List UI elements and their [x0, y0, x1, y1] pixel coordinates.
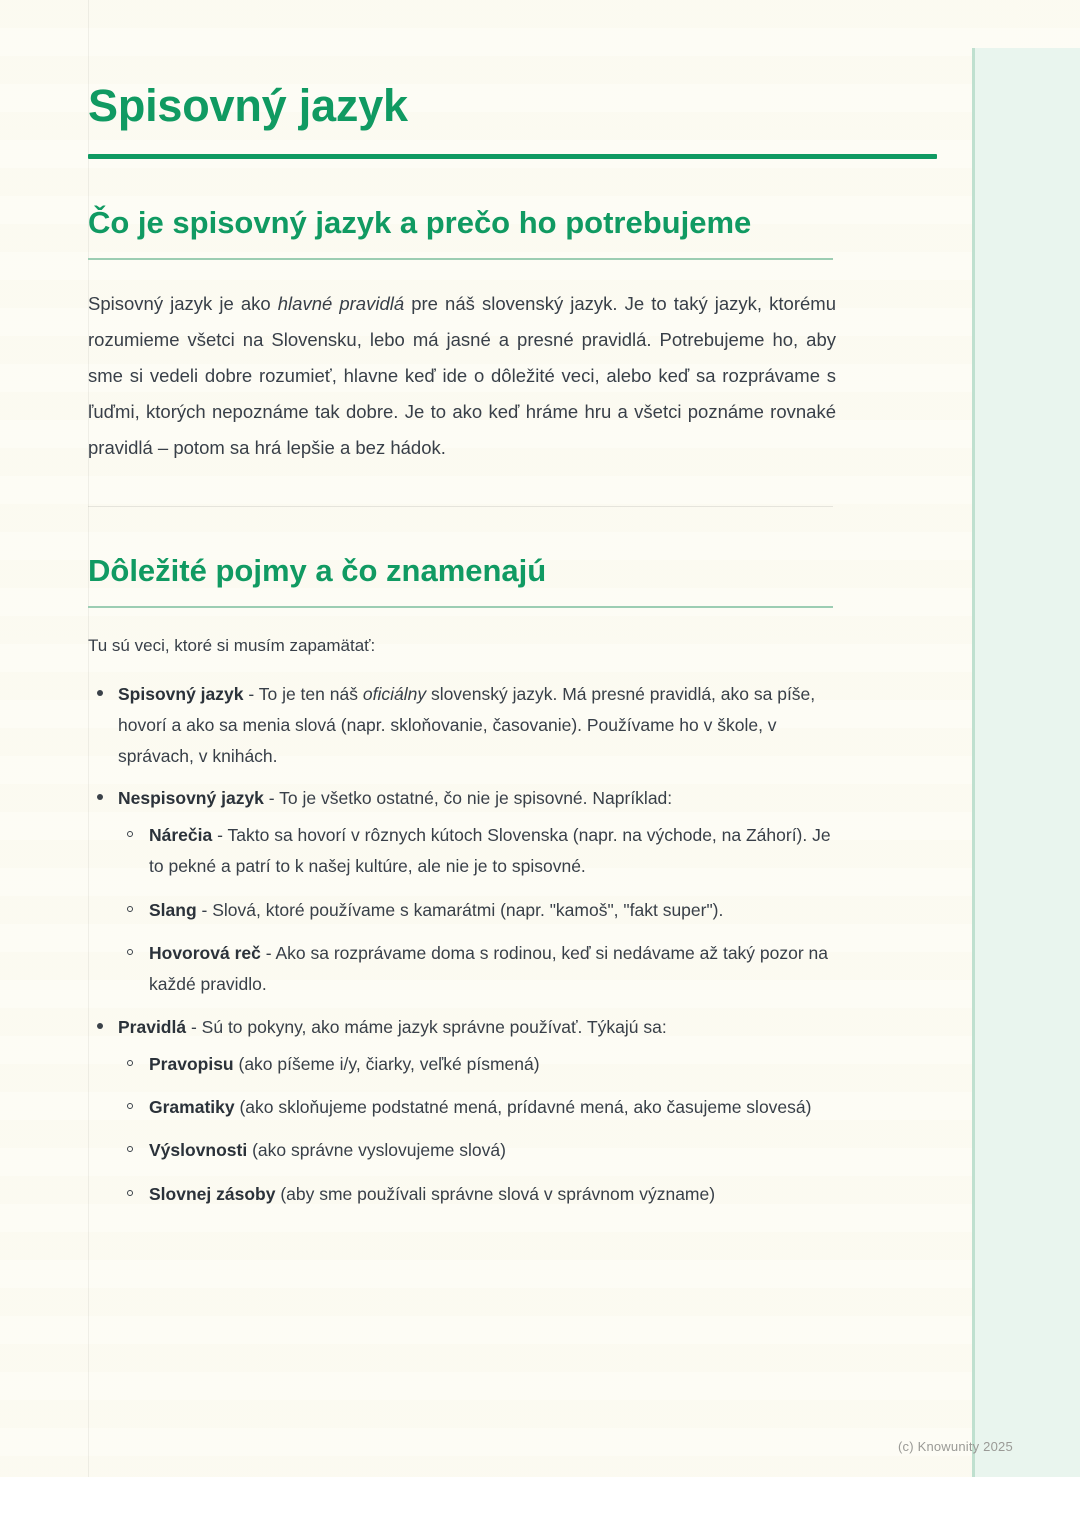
- terms-list: [88, 679, 938, 1210]
- list-item: [149, 938, 839, 1000]
- copyright-watermark: (c) Knowunity 2025: [898, 1439, 1013, 1454]
- page-bottom-strip: [0, 1477, 1080, 1528]
- subterm-text: (ako skloňujeme podstatné mená, prídavné mená, ako časujeme slovesá): [239, 1097, 812, 1118]
- page-title: Spisovný jazyk: [88, 80, 408, 131]
- subterm-text: (ako píšeme i/y, čiarky, veľké písmená): [238, 1054, 540, 1075]
- list-item: [118, 783, 838, 1000]
- subterm-text: (aby sme používali správne slová v správnom význame): [280, 1183, 716, 1204]
- paragraph-italic-1: hlavné pravidlá: [277, 292, 405, 314]
- term-text-after-italic: slovenský jazyk. Má presné pravidlá, ako sa píše, hovorí a ako sa menia slová (napr. skloňovanie, časovanie). Používame ho v škole, v správach, v knihách.: [118, 683, 816, 767]
- bullet-circle-icon: [127, 1103, 133, 1109]
- bullet-circle-icon: [127, 1060, 133, 1066]
- term-label: Spisovný jazyk: [118, 683, 244, 704]
- term-separator: -: [243, 683, 259, 704]
- bullet-disc-icon: [97, 690, 103, 696]
- subterm-label: Slang: [149, 899, 197, 920]
- subterm-label: Výslovnosti: [149, 1140, 248, 1161]
- subterm-text: Takto sa hovorí v rôznych kútoch Slovenska (napr. na východe, na Záhorí). Je to pekné a patrí to k našej kultúre, ale nie je to spisovné.: [149, 825, 831, 877]
- bullet-circle-icon: [127, 1190, 133, 1196]
- term-label: Nespisovný jazyk: [118, 788, 264, 809]
- section-heading-1: Čo je spisovný jazyk a prečo ho potrebujeme: [88, 204, 752, 240]
- bullet-circle-icon: [127, 906, 133, 912]
- term-text-before-italic: To je ten náš: [258, 683, 363, 704]
- subterm-label: Nárečia: [149, 825, 213, 846]
- subterms-list: [118, 820, 838, 1000]
- section-divider-2: [88, 606, 833, 608]
- subterm-separator: -: [212, 825, 228, 846]
- bullet-circle-icon: [127, 949, 133, 955]
- subterm-text: (ako správne vyslovujeme slová): [252, 1140, 506, 1161]
- subterm-separator: -: [260, 942, 276, 963]
- bullet-circle-icon: [127, 1146, 133, 1152]
- subterm-label: Pravopisu: [149, 1054, 234, 1075]
- section-divider-1: [88, 258, 833, 260]
- bullet-disc-icon: [97, 794, 103, 800]
- list-item: [118, 1012, 838, 1210]
- list-lead-text: Tu sú veci, ktoré si musím zapamätať:: [88, 635, 376, 655]
- title-divider: [88, 154, 937, 159]
- term-text: To je všetko ostatné, čo nie je spisovné. Napríklad:: [279, 788, 673, 809]
- term-separator: -: [186, 1017, 202, 1038]
- list-item: [149, 1135, 839, 1166]
- subterm-label: Slovnej zásoby: [149, 1183, 276, 1204]
- subterms-list: [118, 1049, 838, 1210]
- section-separator: [88, 506, 833, 507]
- list-item: [149, 1049, 839, 1080]
- right-side-band: [972, 48, 1080, 1477]
- bullet-circle-icon: [127, 831, 133, 837]
- list-item: [149, 820, 839, 882]
- paragraph-part-1: Spisovný jazyk je ako: [88, 292, 278, 314]
- list-item: [149, 895, 839, 926]
- bullet-disc-icon: [97, 1023, 103, 1029]
- document-content: [88, 0, 938, 1222]
- intro-paragraph: [88, 286, 836, 466]
- subterm-text: Ako sa rozprávame doma s rodinou, keď si nedávame až taký pozor na každé pravidlo.: [149, 942, 829, 994]
- subterm-text: Slová, ktoré používame s kamarátmi (napr. "kamoš", "fakt super").: [212, 899, 724, 920]
- section-heading-2: Dôležité pojmy a čo znamenajú: [88, 552, 547, 588]
- paragraph-part-2: pre náš slovenský jazyk. Je to taký jazyk, ktorému rozumieme všetci na Slovensku, lebo má jasné a presné pravidlá. Potrebujeme ho, aby sme si vedeli dobre rozumieť, hlavne keď ide o dôležité veci, alebo keď sa rozprávame s ľuďmi, ktorých nepoznáme tak dobre. Je to ako keď hráme hru a všetci poznáme rovnaké pravidlá – potom sa hrá lepšie a bez hádok.: [88, 292, 836, 458]
- list-item: [149, 1179, 839, 1210]
- term-separator: -: [263, 788, 280, 809]
- list-item: [118, 679, 838, 772]
- term-italic: oficiálny: [362, 683, 427, 704]
- subterm-label: Hovorová reč: [149, 942, 261, 963]
- subterm-label: Gramatiky: [149, 1097, 235, 1118]
- subterm-separator: -: [196, 899, 213, 920]
- term-text: Sú to pokyny, ako máme jazyk správne používať. Týkajú sa:: [201, 1017, 667, 1038]
- term-label: Pravidlá: [118, 1017, 187, 1038]
- list-item: [149, 1092, 839, 1123]
